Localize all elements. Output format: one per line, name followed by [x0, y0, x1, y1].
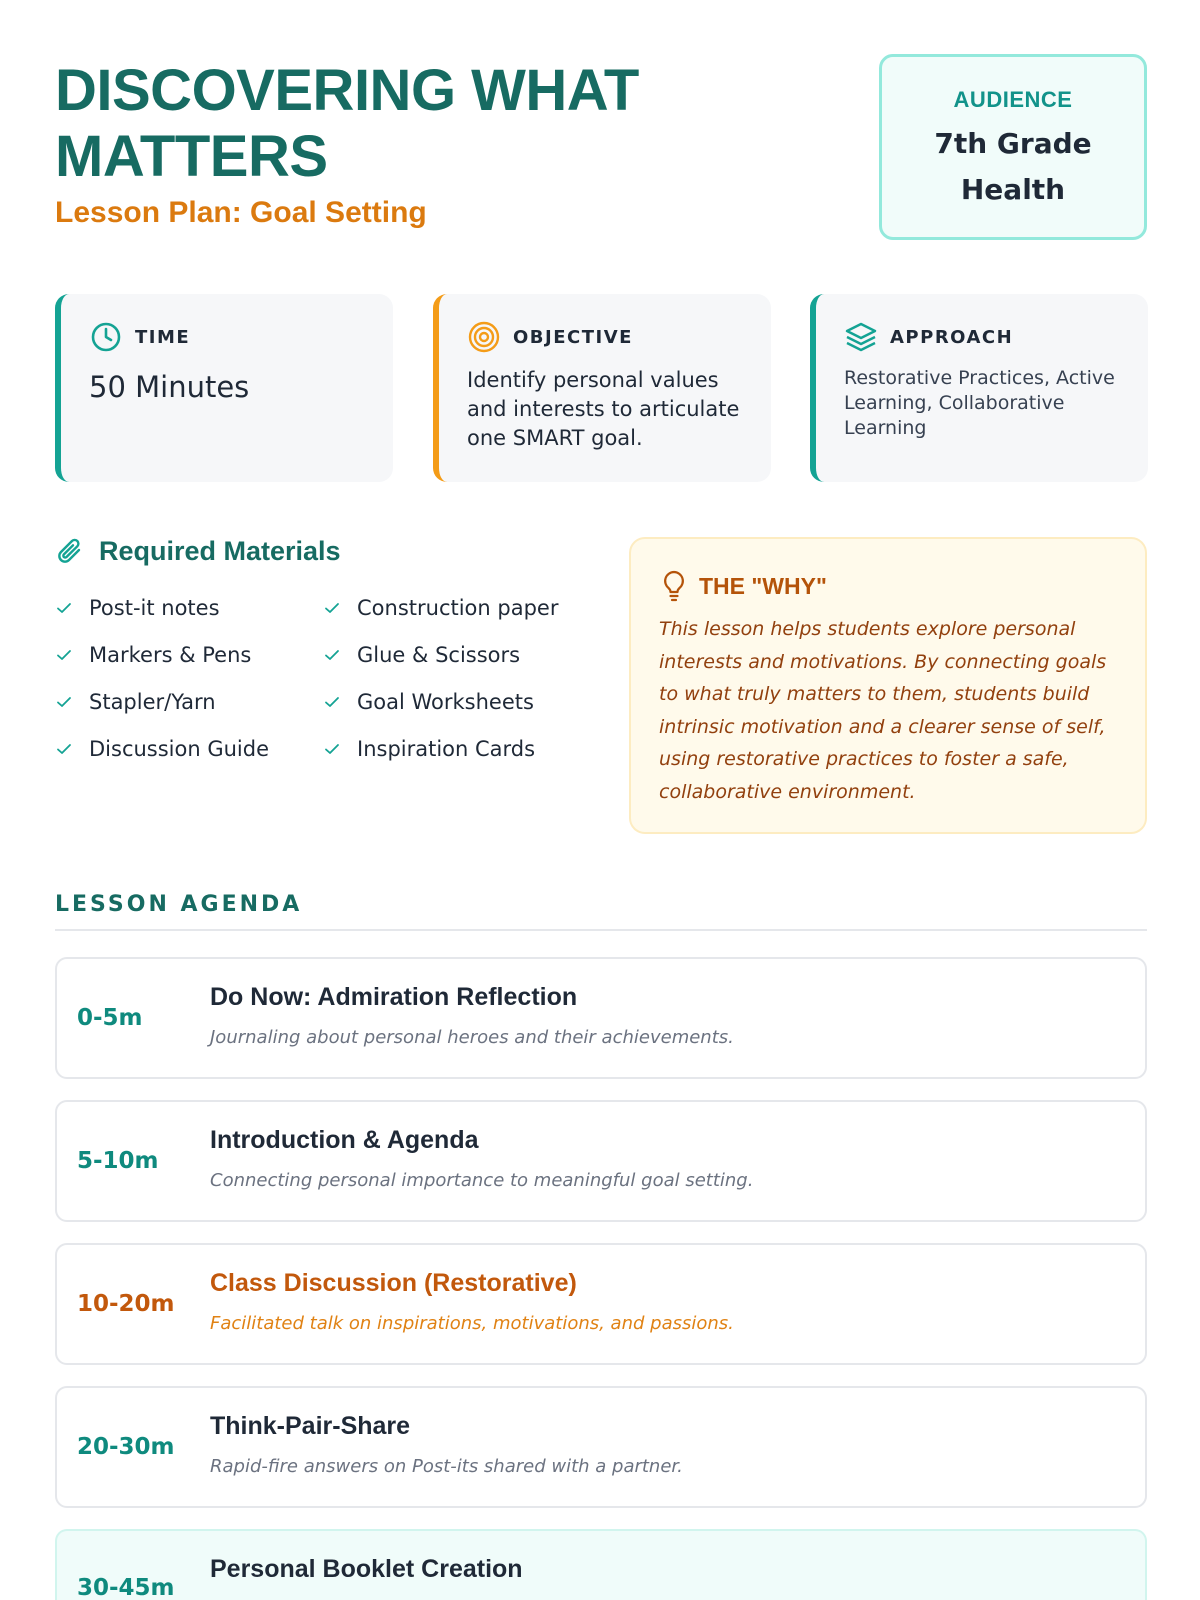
agenda-time: 30-45m: [77, 1575, 175, 1600]
check-icon: [55, 693, 73, 711]
clock-icon: [89, 320, 123, 354]
check-icon: [323, 599, 341, 617]
time-label: TIME: [135, 326, 191, 348]
agenda-time: 10-20m: [77, 1291, 175, 1317]
page-header: [55, 58, 835, 230]
check-icon: [55, 599, 73, 617]
check-icon: [55, 740, 73, 758]
agenda-item: [55, 1386, 1147, 1508]
material-item: [323, 596, 558, 620]
agenda-title: Do Now: Admiration Reflection: [210, 983, 578, 1011]
time-card: [55, 294, 393, 482]
agenda-divider: [55, 929, 1147, 931]
material-item: [323, 643, 520, 667]
required-materials: [55, 536, 615, 761]
objective-value: Identify personal values and interests to articulate one SMART goal.: [467, 368, 740, 450]
objective-label: OBJECTIVE: [513, 326, 633, 348]
check-icon: [323, 740, 341, 758]
material-label: Stapler/Yarn: [89, 690, 216, 714]
materials-title: Required Materials: [99, 536, 341, 566]
page-subtitle: Lesson Plan: Goal Setting: [55, 196, 427, 229]
material-label: Post-it notes: [89, 596, 220, 620]
material-item: [55, 737, 269, 761]
agenda-item: [55, 1529, 1147, 1600]
paperclip-icon: [55, 537, 85, 567]
materials-heading: [55, 536, 615, 567]
agenda-title: Think-Pair-Share: [210, 1412, 411, 1440]
page-title-line-2: MATTERS: [55, 124, 328, 189]
agenda-time: 0-5m: [77, 1005, 143, 1031]
layers-icon: [844, 320, 878, 354]
agenda-item: [55, 957, 1147, 1079]
page-title: [55, 58, 835, 190]
audience-value: [882, 121, 1144, 213]
material-label: Inspiration Cards: [357, 737, 536, 761]
objective-card-header: [467, 320, 633, 354]
lightbulb-icon: [661, 569, 687, 603]
agenda-time: 20-30m: [77, 1434, 175, 1460]
agenda-description: Connecting personal importance to meaningful goal setting.: [210, 1170, 754, 1191]
material-label: Glue & Scissors: [357, 643, 521, 667]
audience-label: AUDIENCE: [953, 87, 1073, 112]
agenda-item: [55, 1100, 1147, 1222]
time-value: 50 Minutes: [89, 370, 250, 404]
agenda-title: Class Discussion (Restorative): [210, 1269, 577, 1297]
approach-card-header: [844, 320, 1013, 354]
approach-value: Restorative Practices, Active Learning, Collaborative Learning: [844, 367, 1115, 439]
audience-line-1: 7th Grade: [934, 127, 1092, 160]
check-icon: [55, 646, 73, 664]
approach-card: [810, 294, 1148, 482]
why-text: This lesson helps students explore personal interests and motivations. By connecting goals to what truly matters to them, students build intrinsic motivation and a clearer sense of self, using restorative practices to foster a safe, collaborative environment.: [659, 618, 1107, 803]
agenda-title: Personal Booklet Creation: [210, 1555, 523, 1583]
material-label: Markers & Pens: [89, 643, 252, 667]
audience-line-2: Health: [960, 173, 1066, 206]
material-label: Goal Worksheets: [357, 690, 534, 714]
why-box: [629, 537, 1147, 834]
material-item: [55, 643, 251, 667]
material-item: [55, 596, 220, 620]
page-title-line-1: DISCOVERING WHAT: [55, 58, 639, 123]
material-item: [323, 690, 534, 714]
approach-label: APPROACH: [890, 326, 1014, 348]
agenda-description: Journaling about personal heroes and their achievements.: [210, 1027, 734, 1048]
material-label: Discussion Guide: [89, 737, 270, 761]
material-label: Construction paper: [357, 596, 559, 620]
check-icon: [323, 646, 341, 664]
time-card-header: [89, 320, 190, 354]
agenda-description: Facilitated talk on inspirations, motivations, and passions.: [210, 1313, 734, 1334]
material-item: [55, 690, 216, 714]
why-heading: [661, 569, 827, 603]
agenda-time: 5-10m: [77, 1148, 159, 1174]
material-item: [323, 737, 535, 761]
agenda-item: [55, 1243, 1147, 1365]
agenda-description: Rapid-fire answers on Post-its shared with a partner.: [210, 1456, 683, 1477]
target-icon: [467, 320, 501, 354]
audience-box: [879, 54, 1147, 240]
agenda-title: Introduction & Agenda: [210, 1126, 479, 1154]
check-icon: [323, 693, 341, 711]
agenda-heading: LESSON AGENDA: [55, 892, 303, 917]
why-title: THE "WHY": [699, 572, 827, 599]
objective-card: [433, 294, 771, 482]
